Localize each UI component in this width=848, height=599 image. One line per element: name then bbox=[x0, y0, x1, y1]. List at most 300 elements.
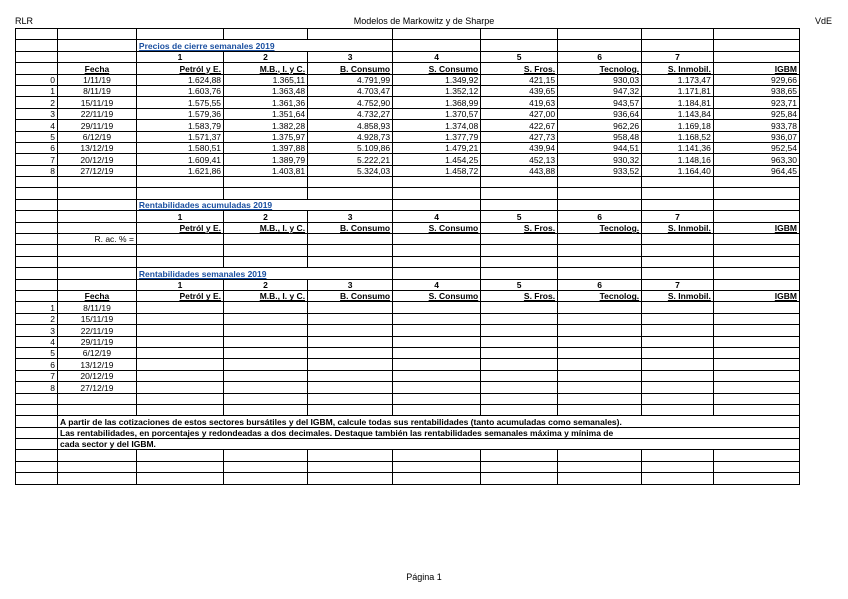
sheet-cell[interactable] bbox=[642, 188, 714, 199]
date-cell[interactable]: 15/11/19 bbox=[58, 313, 137, 324]
sheet-cell[interactable] bbox=[308, 461, 393, 472]
sheet-cell[interactable] bbox=[224, 450, 308, 461]
weekly-cell[interactable] bbox=[393, 347, 481, 358]
weekly-cell[interactable] bbox=[713, 359, 799, 370]
date-cell[interactable]: 15/11/19 bbox=[58, 97, 137, 108]
row-index[interactable]: 6 bbox=[16, 142, 58, 153]
weekly-cell[interactable] bbox=[308, 347, 393, 358]
weekly-cell[interactable] bbox=[224, 347, 308, 358]
row-index[interactable]: 5 bbox=[16, 131, 58, 142]
weekly-cell[interactable] bbox=[481, 313, 558, 324]
sheet-cell[interactable] bbox=[16, 234, 58, 245]
price-cell[interactable]: 930,03 bbox=[558, 74, 642, 85]
sheet-cell[interactable] bbox=[713, 29, 799, 40]
price-cell[interactable]: 1.382,28 bbox=[224, 120, 308, 131]
price-cell[interactable]: 923,71 bbox=[713, 97, 799, 108]
weekly-cell[interactable] bbox=[713, 382, 799, 393]
sheet-cell[interactable] bbox=[16, 450, 58, 461]
instruction-text[interactable]: cada sector y del IGBM. bbox=[58, 439, 800, 450]
column-number[interactable]: 6 bbox=[558, 279, 642, 290]
accum-cell[interactable] bbox=[308, 234, 393, 245]
sheet-cell[interactable] bbox=[481, 450, 558, 461]
price-cell[interactable]: 963,30 bbox=[713, 154, 799, 165]
weekly-cell[interactable] bbox=[393, 382, 481, 393]
column-number[interactable]: 5 bbox=[481, 211, 558, 222]
sheet-cell[interactable] bbox=[58, 211, 137, 222]
price-cell[interactable]: 1.624,88 bbox=[136, 74, 223, 85]
sheet-cell[interactable] bbox=[224, 177, 308, 188]
column-header[interactable]: S. Inmobil. bbox=[642, 290, 714, 301]
sheet-cell[interactable] bbox=[481, 473, 558, 484]
weekly-cell[interactable] bbox=[393, 359, 481, 370]
weekly-cell[interactable] bbox=[713, 370, 799, 381]
column-header[interactable]: B. Consumo bbox=[308, 290, 393, 301]
sheet-cell[interactable] bbox=[308, 404, 393, 415]
price-cell[interactable]: 439,65 bbox=[481, 85, 558, 96]
weekly-cell[interactable] bbox=[642, 302, 714, 313]
sheet-cell[interactable] bbox=[136, 450, 223, 461]
sheet-cell[interactable] bbox=[58, 51, 137, 62]
column-header[interactable]: M.B., I. y C. bbox=[224, 63, 308, 74]
sheet-cell[interactable] bbox=[713, 461, 799, 472]
weekly-cell[interactable] bbox=[558, 347, 642, 358]
date-cell[interactable]: 22/11/19 bbox=[58, 108, 137, 119]
sheet-cell[interactable] bbox=[58, 473, 137, 484]
weekly-cell[interactable] bbox=[642, 336, 714, 347]
weekly-cell[interactable] bbox=[136, 302, 223, 313]
sheet-cell[interactable] bbox=[136, 404, 223, 415]
price-cell[interactable]: 419,63 bbox=[481, 97, 558, 108]
column-number[interactable]: 3 bbox=[308, 51, 393, 62]
weekly-cell[interactable] bbox=[642, 382, 714, 393]
date-cell[interactable]: 22/11/19 bbox=[58, 325, 137, 336]
price-cell[interactable]: 1.148,16 bbox=[642, 154, 714, 165]
price-cell[interactable]: 1.164,40 bbox=[642, 165, 714, 176]
price-cell[interactable]: 422,67 bbox=[481, 120, 558, 131]
sheet-cell[interactable] bbox=[393, 450, 481, 461]
row-index[interactable]: 8 bbox=[16, 165, 58, 176]
weekly-cell[interactable] bbox=[713, 347, 799, 358]
sheet-cell[interactable] bbox=[136, 245, 223, 256]
price-cell[interactable]: 962,26 bbox=[558, 120, 642, 131]
sheet-cell[interactable] bbox=[393, 461, 481, 472]
weekly-cell[interactable] bbox=[481, 382, 558, 393]
column-header[interactable]: Tecnolog. bbox=[558, 222, 642, 233]
sheet-cell[interactable] bbox=[224, 393, 308, 404]
column-number[interactable]: 7 bbox=[642, 211, 714, 222]
price-cell[interactable]: 1.454,25 bbox=[393, 154, 481, 165]
column-number[interactable]: 1 bbox=[136, 211, 223, 222]
price-cell[interactable]: 944,51 bbox=[558, 142, 642, 153]
sheet-cell[interactable] bbox=[713, 199, 799, 210]
row-index[interactable]: 3 bbox=[16, 325, 58, 336]
column-number[interactable]: 4 bbox=[393, 211, 481, 222]
sheet-cell[interactable] bbox=[16, 256, 58, 267]
price-cell[interactable]: 958,48 bbox=[558, 131, 642, 142]
price-cell[interactable]: 1.363,48 bbox=[224, 85, 308, 96]
column-header[interactable]: Tecnolog. bbox=[558, 63, 642, 74]
price-cell[interactable]: 1.171,81 bbox=[642, 85, 714, 96]
column-header[interactable]: S. Consumo bbox=[393, 290, 481, 301]
sheet-cell[interactable] bbox=[16, 222, 58, 233]
weekly-cell[interactable] bbox=[558, 382, 642, 393]
price-cell[interactable]: 1.479,21 bbox=[393, 142, 481, 153]
price-cell[interactable]: 936,64 bbox=[558, 108, 642, 119]
column-number[interactable]: 3 bbox=[308, 279, 393, 290]
column-header[interactable]: IGBM bbox=[713, 63, 799, 74]
section-title[interactable]: Precios de cierre semanales 2019 bbox=[136, 40, 392, 51]
sheet-cell[interactable] bbox=[481, 461, 558, 472]
price-cell[interactable]: 930,32 bbox=[558, 154, 642, 165]
column-number[interactable]: 4 bbox=[393, 279, 481, 290]
sheet-cell[interactable] bbox=[136, 177, 223, 188]
sheet-cell[interactable] bbox=[16, 427, 58, 438]
sheet-cell[interactable] bbox=[642, 461, 714, 472]
fecha-header[interactable]: Fecha bbox=[58, 63, 137, 74]
fecha-header[interactable]: Fecha bbox=[58, 290, 137, 301]
price-cell[interactable]: 1.141,36 bbox=[642, 142, 714, 153]
sheet-cell[interactable] bbox=[558, 268, 642, 279]
weekly-cell[interactable] bbox=[481, 325, 558, 336]
sheet-cell[interactable] bbox=[58, 461, 137, 472]
sheet-cell[interactable] bbox=[642, 256, 714, 267]
sheet-cell[interactable] bbox=[136, 461, 223, 472]
column-header[interactable]: B. Consumo bbox=[308, 222, 393, 233]
sheet-cell[interactable] bbox=[481, 188, 558, 199]
weekly-cell[interactable] bbox=[642, 359, 714, 370]
sheet-cell[interactable] bbox=[713, 279, 799, 290]
price-cell[interactable]: 929,66 bbox=[713, 74, 799, 85]
sheet-cell[interactable] bbox=[58, 188, 137, 199]
row-index[interactable]: 5 bbox=[16, 347, 58, 358]
price-cell[interactable]: 1.377,79 bbox=[393, 131, 481, 142]
sheet-cell[interactable] bbox=[393, 199, 481, 210]
sheet-cell[interactable] bbox=[642, 393, 714, 404]
sheet-cell[interactable] bbox=[393, 29, 481, 40]
sheet-cell[interactable] bbox=[481, 268, 558, 279]
price-cell[interactable]: 1.397,88 bbox=[224, 142, 308, 153]
sheet-cell[interactable] bbox=[642, 177, 714, 188]
date-cell[interactable]: 1/11/19 bbox=[58, 74, 137, 85]
weekly-cell[interactable] bbox=[713, 336, 799, 347]
sheet-cell[interactable] bbox=[58, 177, 137, 188]
instruction-text[interactable]: A partir de las cotizaciones de estos sectores bursátiles y del IGBM, calcule todas sus rentabilidades (tanto acumuladas como semanales). bbox=[58, 416, 800, 427]
weekly-cell[interactable] bbox=[224, 313, 308, 324]
column-header[interactable]: IGBM bbox=[713, 290, 799, 301]
price-cell[interactable]: 5.109,86 bbox=[308, 142, 393, 153]
price-cell[interactable]: 938,65 bbox=[713, 85, 799, 96]
sheet-cell[interactable] bbox=[393, 393, 481, 404]
sheet-cell[interactable] bbox=[308, 188, 393, 199]
column-header[interactable]: Petról y E. bbox=[136, 290, 223, 301]
column-header[interactable]: Petról y E. bbox=[136, 222, 223, 233]
column-header[interactable]: Petról y E. bbox=[136, 63, 223, 74]
price-cell[interactable]: 925,84 bbox=[713, 108, 799, 119]
sheet-cell[interactable] bbox=[393, 473, 481, 484]
sheet-cell[interactable] bbox=[642, 268, 714, 279]
price-cell[interactable]: 443,88 bbox=[481, 165, 558, 176]
price-cell[interactable]: 1.579,36 bbox=[136, 108, 223, 119]
price-cell[interactable]: 1.368,99 bbox=[393, 97, 481, 108]
sheet-cell[interactable] bbox=[393, 177, 481, 188]
weekly-cell[interactable] bbox=[224, 302, 308, 313]
weekly-cell[interactable] bbox=[393, 336, 481, 347]
sheet-cell[interactable] bbox=[16, 393, 58, 404]
sheet-cell[interactable] bbox=[58, 268, 137, 279]
column-number[interactable]: 7 bbox=[642, 51, 714, 62]
sheet-cell[interactable] bbox=[481, 177, 558, 188]
date-cell[interactable]: 13/12/19 bbox=[58, 359, 137, 370]
weekly-cell[interactable] bbox=[308, 382, 393, 393]
sheet-cell[interactable] bbox=[642, 473, 714, 484]
sheet-cell[interactable] bbox=[713, 393, 799, 404]
price-cell[interactable]: 1.365,11 bbox=[224, 74, 308, 85]
sheet-cell[interactable] bbox=[308, 29, 393, 40]
weekly-cell[interactable] bbox=[308, 370, 393, 381]
sheet-cell[interactable] bbox=[713, 245, 799, 256]
price-cell[interactable]: 1.609,41 bbox=[136, 154, 223, 165]
sheet-cell[interactable] bbox=[16, 199, 58, 210]
weekly-cell[interactable] bbox=[308, 359, 393, 370]
column-header[interactable]: S. Fros. bbox=[481, 290, 558, 301]
price-cell[interactable]: 936,07 bbox=[713, 131, 799, 142]
sheet-cell[interactable] bbox=[16, 245, 58, 256]
sheet-cell[interactable] bbox=[393, 256, 481, 267]
price-cell[interactable]: 427,73 bbox=[481, 131, 558, 142]
sheet-cell[interactable] bbox=[642, 450, 714, 461]
sheet-cell[interactable] bbox=[558, 473, 642, 484]
price-cell[interactable]: 1.370,57 bbox=[393, 108, 481, 119]
weekly-cell[interactable] bbox=[224, 325, 308, 336]
weekly-cell[interactable] bbox=[558, 359, 642, 370]
price-cell[interactable]: 933,52 bbox=[558, 165, 642, 176]
section-title[interactable]: Rentabilidades acumuladas 2019 bbox=[136, 199, 392, 210]
sheet-cell[interactable] bbox=[713, 404, 799, 415]
sheet-cell[interactable] bbox=[558, 40, 642, 51]
weekly-cell[interactable] bbox=[393, 313, 481, 324]
sheet-cell[interactable] bbox=[642, 245, 714, 256]
weekly-cell[interactable] bbox=[713, 313, 799, 324]
weekly-cell[interactable] bbox=[558, 313, 642, 324]
sheet-cell[interactable] bbox=[308, 473, 393, 484]
sheet-cell[interactable] bbox=[16, 211, 58, 222]
sheet-cell[interactable] bbox=[16, 279, 58, 290]
price-cell[interactable]: 4.791,99 bbox=[308, 74, 393, 85]
sheet-cell[interactable] bbox=[713, 450, 799, 461]
sheet-cell[interactable] bbox=[58, 222, 137, 233]
weekly-cell[interactable] bbox=[308, 313, 393, 324]
sheet-cell[interactable] bbox=[713, 473, 799, 484]
accum-cell[interactable] bbox=[136, 234, 223, 245]
sheet-cell[interactable] bbox=[393, 245, 481, 256]
sheet-cell[interactable] bbox=[558, 256, 642, 267]
sheet-cell[interactable] bbox=[642, 199, 714, 210]
row-index[interactable]: 8 bbox=[16, 382, 58, 393]
sheet-cell[interactable] bbox=[558, 245, 642, 256]
weekly-cell[interactable] bbox=[558, 302, 642, 313]
price-cell[interactable]: 1.173,47 bbox=[642, 74, 714, 85]
weekly-cell[interactable] bbox=[481, 302, 558, 313]
sheet-cell[interactable] bbox=[642, 29, 714, 40]
sheet-cell[interactable] bbox=[481, 199, 558, 210]
price-cell[interactable]: 1.143,84 bbox=[642, 108, 714, 119]
date-cell[interactable]: 13/12/19 bbox=[58, 142, 137, 153]
price-cell[interactable]: 1.352,12 bbox=[393, 85, 481, 96]
sheet-cell[interactable] bbox=[481, 256, 558, 267]
price-cell[interactable]: 1.575,55 bbox=[136, 97, 223, 108]
price-cell[interactable]: 1.603,76 bbox=[136, 85, 223, 96]
weekly-cell[interactable] bbox=[136, 325, 223, 336]
column-header[interactable]: M.B., I. y C. bbox=[224, 222, 308, 233]
row-index[interactable]: 1 bbox=[16, 302, 58, 313]
sheet-cell[interactable] bbox=[713, 256, 799, 267]
weekly-cell[interactable] bbox=[713, 302, 799, 313]
sheet-cell[interactable] bbox=[136, 29, 223, 40]
date-cell[interactable]: 27/12/19 bbox=[58, 382, 137, 393]
column-number[interactable]: 2 bbox=[224, 211, 308, 222]
sheet-cell[interactable] bbox=[713, 51, 799, 62]
weekly-cell[interactable] bbox=[642, 370, 714, 381]
sheet-cell[interactable] bbox=[393, 188, 481, 199]
price-cell[interactable]: 4.732,27 bbox=[308, 108, 393, 119]
sheet-cell[interactable] bbox=[481, 404, 558, 415]
sheet-cell[interactable] bbox=[58, 245, 137, 256]
column-header[interactable]: Tecnolog. bbox=[558, 290, 642, 301]
sheet-cell[interactable] bbox=[642, 40, 714, 51]
weekly-cell[interactable] bbox=[393, 325, 481, 336]
price-cell[interactable]: 1.571,37 bbox=[136, 131, 223, 142]
weekly-cell[interactable] bbox=[136, 382, 223, 393]
column-header[interactable]: S. Consumo bbox=[393, 222, 481, 233]
column-number[interactable]: 1 bbox=[136, 51, 223, 62]
weekly-cell[interactable] bbox=[642, 313, 714, 324]
column-header[interactable]: S. Inmobil. bbox=[642, 63, 714, 74]
accum-cell[interactable] bbox=[558, 234, 642, 245]
price-cell[interactable]: 964,45 bbox=[713, 165, 799, 176]
row-index[interactable]: 6 bbox=[16, 359, 58, 370]
sheet-cell[interactable] bbox=[224, 404, 308, 415]
sheet-cell[interactable] bbox=[308, 177, 393, 188]
sheet-cell[interactable] bbox=[58, 199, 137, 210]
sheet-cell[interactable] bbox=[58, 256, 137, 267]
sheet-cell[interactable] bbox=[558, 199, 642, 210]
sheet-cell[interactable] bbox=[393, 40, 481, 51]
weekly-cell[interactable] bbox=[481, 336, 558, 347]
weekly-cell[interactable] bbox=[136, 336, 223, 347]
column-header[interactable]: M.B., I. y C. bbox=[224, 290, 308, 301]
weekly-cell[interactable] bbox=[136, 313, 223, 324]
column-header[interactable]: B. Consumo bbox=[308, 63, 393, 74]
sheet-cell[interactable] bbox=[308, 245, 393, 256]
price-cell[interactable]: 1.168,52 bbox=[642, 131, 714, 142]
accum-cell[interactable] bbox=[481, 234, 558, 245]
sheet-cell[interactable] bbox=[16, 461, 58, 472]
sheet-cell[interactable] bbox=[393, 404, 481, 415]
sheet-cell[interactable] bbox=[16, 40, 58, 51]
price-cell[interactable]: 1.583,79 bbox=[136, 120, 223, 131]
weekly-cell[interactable] bbox=[136, 370, 223, 381]
accum-cell[interactable] bbox=[713, 234, 799, 245]
sheet-cell[interactable] bbox=[136, 393, 223, 404]
weekly-cell[interactable] bbox=[393, 302, 481, 313]
sheet-cell[interactable] bbox=[16, 188, 58, 199]
sheet-cell[interactable] bbox=[308, 450, 393, 461]
sheet-cell[interactable] bbox=[558, 29, 642, 40]
sheet-cell[interactable] bbox=[136, 256, 223, 267]
sheet-cell[interactable] bbox=[308, 393, 393, 404]
column-number[interactable]: 6 bbox=[558, 51, 642, 62]
price-cell[interactable]: 1.349,92 bbox=[393, 74, 481, 85]
sheet-cell[interactable] bbox=[558, 461, 642, 472]
price-cell[interactable]: 1.374,08 bbox=[393, 120, 481, 131]
price-cell[interactable]: 4.703,47 bbox=[308, 85, 393, 96]
price-cell[interactable]: 1.458,72 bbox=[393, 165, 481, 176]
sheet-cell[interactable] bbox=[58, 404, 137, 415]
price-cell[interactable]: 933,78 bbox=[713, 120, 799, 131]
price-cell[interactable]: 5.222,21 bbox=[308, 154, 393, 165]
weekly-cell[interactable] bbox=[224, 359, 308, 370]
sheet-cell[interactable] bbox=[16, 416, 58, 427]
section-title[interactable]: Rentabilidades semanales 2019 bbox=[136, 268, 392, 279]
sheet-cell[interactable] bbox=[558, 450, 642, 461]
accum-cell[interactable] bbox=[393, 234, 481, 245]
sheet-cell[interactable] bbox=[16, 439, 58, 450]
column-number[interactable]: 5 bbox=[481, 51, 558, 62]
weekly-cell[interactable] bbox=[393, 370, 481, 381]
sheet-cell[interactable] bbox=[224, 29, 308, 40]
sheet-cell[interactable] bbox=[16, 268, 58, 279]
accum-cell[interactable] bbox=[224, 234, 308, 245]
price-cell[interactable]: 421,15 bbox=[481, 74, 558, 85]
sheet-cell[interactable] bbox=[713, 40, 799, 51]
weekly-cell[interactable] bbox=[136, 359, 223, 370]
row-index[interactable]: 7 bbox=[16, 154, 58, 165]
date-cell[interactable]: 8/11/19 bbox=[58, 85, 137, 96]
weekly-cell[interactable] bbox=[481, 370, 558, 381]
sheet-cell[interactable] bbox=[558, 188, 642, 199]
column-number[interactable]: 2 bbox=[224, 279, 308, 290]
price-cell[interactable]: 4.752,90 bbox=[308, 97, 393, 108]
sheet-cell[interactable] bbox=[308, 256, 393, 267]
sheet-cell[interactable] bbox=[558, 393, 642, 404]
weekly-cell[interactable] bbox=[558, 370, 642, 381]
price-cell[interactable]: 452,13 bbox=[481, 154, 558, 165]
column-number[interactable]: 3 bbox=[308, 211, 393, 222]
date-cell[interactable]: 8/11/19 bbox=[58, 302, 137, 313]
row-index[interactable]: 4 bbox=[16, 336, 58, 347]
price-cell[interactable]: 943,57 bbox=[558, 97, 642, 108]
sheet-cell[interactable] bbox=[16, 51, 58, 62]
date-cell[interactable]: 6/12/19 bbox=[58, 347, 137, 358]
price-cell[interactable]: 947,32 bbox=[558, 85, 642, 96]
accum-cell[interactable] bbox=[642, 234, 714, 245]
sheet-cell[interactable] bbox=[642, 404, 714, 415]
sheet-cell[interactable] bbox=[481, 393, 558, 404]
row-index[interactable]: 1 bbox=[16, 85, 58, 96]
price-cell[interactable]: 1.351,64 bbox=[224, 108, 308, 119]
instruction-text[interactable]: Las rentabilidades, en porcentajes y redondeadas a dos decimales. Destaque también las rentabilidades semanales máxima y mínima de bbox=[58, 427, 800, 438]
sheet-cell[interactable] bbox=[224, 188, 308, 199]
sheet-cell[interactable] bbox=[713, 211, 799, 222]
column-number[interactable]: 4 bbox=[393, 51, 481, 62]
sheet-cell[interactable] bbox=[58, 29, 137, 40]
date-cell[interactable]: 6/12/19 bbox=[58, 131, 137, 142]
sheet-cell[interactable] bbox=[481, 40, 558, 51]
date-cell[interactable]: 27/12/19 bbox=[58, 165, 137, 176]
sheet-cell[interactable] bbox=[58, 40, 137, 51]
row-index[interactable]: 2 bbox=[16, 97, 58, 108]
price-cell[interactable]: 439,94 bbox=[481, 142, 558, 153]
